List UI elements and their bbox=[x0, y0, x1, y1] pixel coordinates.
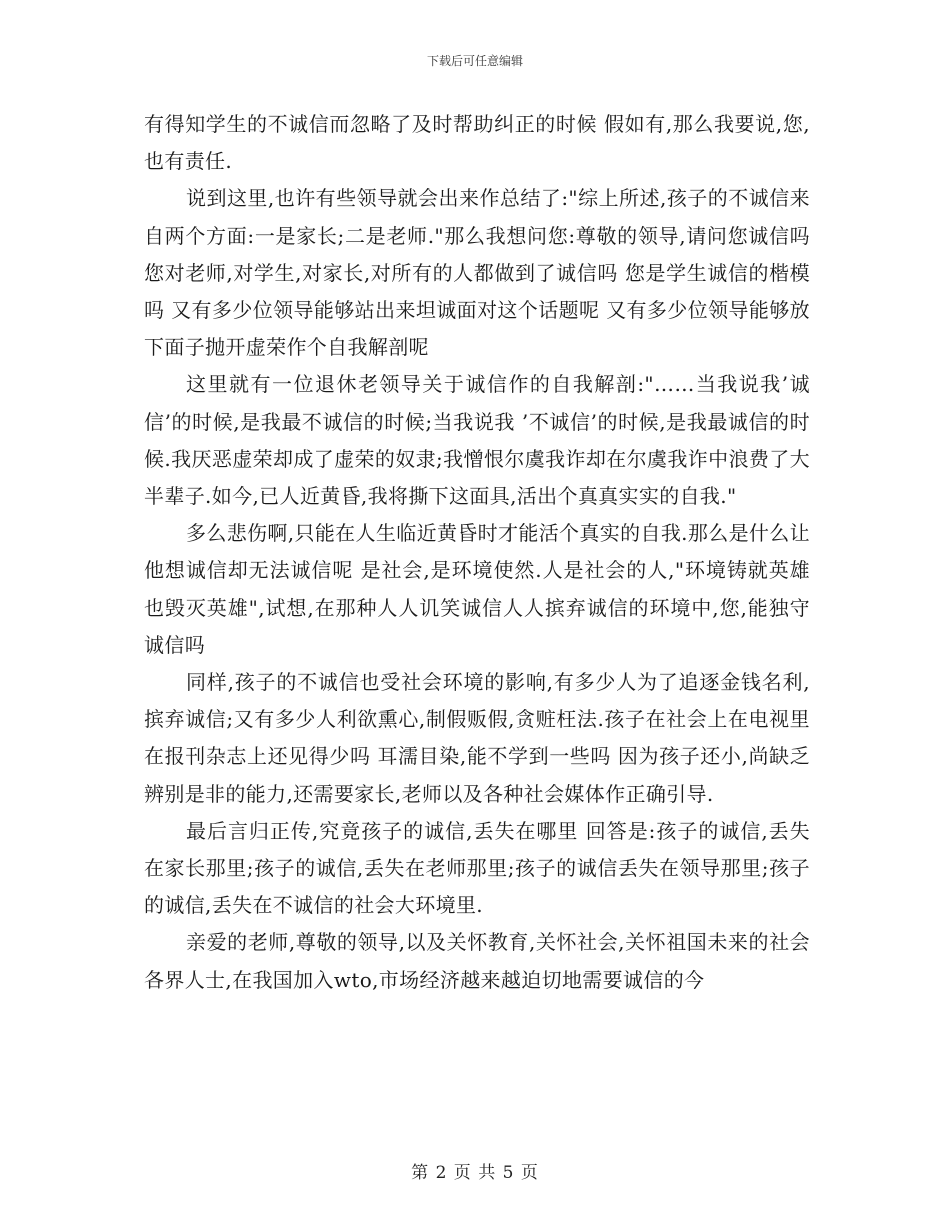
paragraph: 最后言归正传,究竟孩子的诚信,丢失在哪里 回答是:孩子的诚信,丢失在家长那里;孩子的诚信,丢失在老师那里;孩子的诚信丢失在领导那里;孩子的诚信,丢失在不诚信的社会大环境里. bbox=[144, 818, 810, 918]
paragraph: 说到这里,也许有些领导就会出来作总结了:"综上所述,孩子的不诚信来自两个方面:一是家长;二是老师."那么我想问您:尊敬的领导,请问您诚信吗 您对老师,对学生,对家长,对所有的人都做到了诚信吗 您是学生诚信的楷模吗 又有多少位领导能够站出来坦诚面对这个话题呢 又有多少位领导能够放下面子抛开虚荣作个自我解剖呢 bbox=[144, 186, 810, 360]
paragraph: 同样,孩子的不诚信也受社会环境的影响,有多少人为了追逐金钱名利,摈弃诚信;又有多少人利欲熏心,制假贩假,贪赃枉法.孩子在社会上在电视里在报刊杂志上还见得少吗 耳濡目染,能不学到一些吗 因为孩子还小,尚缺乏辨别是非的能力,还需要家长,老师以及各种社会媒体作正确引导. bbox=[144, 670, 810, 806]
paragraph: 亲爱的老师,尊敬的领导,以及关怀教育,关怀社会,关怀祖国未来的社会各界人士,在我国加入wto,市场经济越来越迫切地需要诚信的今 bbox=[144, 930, 810, 992]
page-footer: 第 2 页 共 5 页 bbox=[411, 1163, 539, 1183]
paragraph: 多么悲伤啊,只能在人生临近黄昏时才能活个真实的自我.那么是什么让他想诚信却无法诚信呢 是社会,是环境使然.人是社会的人,"环境铸就英雄也毁灭英雄",试想,在那种人人讥笑诚信人人摈弃诚信的环境中,您,能独守诚信吗 bbox=[144, 521, 810, 657]
page-header: 下载后可任意编辑 bbox=[426, 54, 523, 68]
document-body bbox=[144, 106, 810, 999]
paragraph: 这里就有一位退休老领导关于诚信作的自我解剖:"……当我说我’诚信’的时候,是我最不诚信的时候;当我说我 ’不诚信’的时候,是我最诚信的时候.我厌恶虚荣却成了虚荣的奴隶;我憎恨尔虞我诈却在尔虞我诈中浪费了大半辈子.如今,已人近黄昏,我将撕下这面具,活出个真真实实的自我." bbox=[144, 372, 810, 509]
paragraph-continuation: 有得知学生的不诚信而忽略了及时帮助纠正的时候 假如有,那么我要说,您,也有责任. bbox=[144, 112, 810, 174]
